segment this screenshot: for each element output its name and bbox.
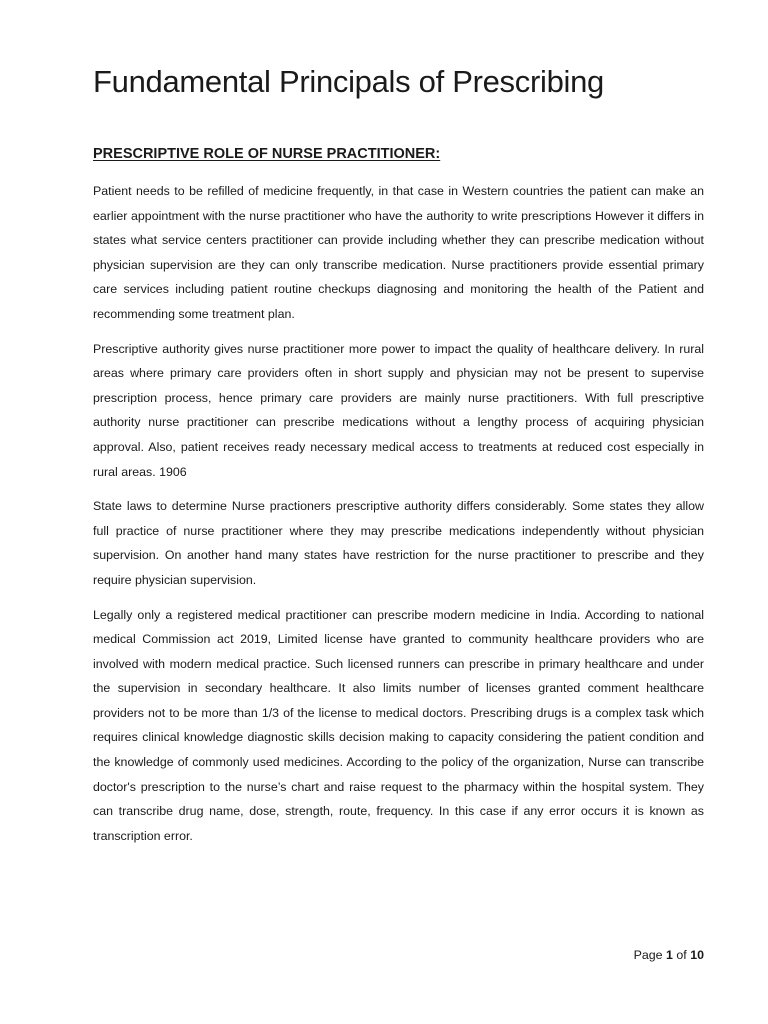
paragraph-4: Legally only a registered medical practitioner can prescribe modern medicine in India. According to national medical Commission act 2019, Limited license have granted to community healthcare providers who are involved with modern medical practice. Such licensed runners can prescribe in primary healthcare and under the supervision in secondary healthcare. It also limits number of licenses granted comment healthcare providers not to be more than 1/3 of the license to medical doctors. Prescribing drugs is a complex task which requires clinical knowledge diagnostic skills decision making to capacity considering the patient condition and the knowledge of commonly used medicines. According to the policy of the organization, Nurse can transcribe doctor's prescription to the nurse’s chart and raise request to the pharmacy within the hospital system. They can transcribe drug name, dose, strength, route, frequency. In this case if any error occurs it is known as transcription error. xyxy=(93,607,704,843)
paragraph-3: State laws to determine Nurse practioners prescriptive authority differs considerably. Some states they allow full practice of nurse practitioner where they may prescribe medications independently without physician supervision. On another hand many states have restriction for the nurse practitioner to prescribe and they require physician supervision. xyxy=(93,499,704,587)
document-title: Fundamental Principals of Prescribing xyxy=(93,64,604,99)
of-label: of xyxy=(676,948,687,962)
current-page-number: 1 xyxy=(666,948,673,962)
page-label: Page xyxy=(633,948,663,962)
document-body xyxy=(93,179,704,858)
paragraph-1: Patient needs to be refilled of medicine frequently, in that case in Western countries the patient can make an earlier appointment with the nurse practitioner who have the authority to write prescriptions However it differs in states what service centers practitioner can provide including whether they can prescribe medication without physician supervision are they can only transcribe medication. Nurse practitioners provide essential primary care services including patient routine checkups diagnosing and monitoring the health of the Patient and recommending some treatment plan. xyxy=(93,184,704,321)
total-pages-number: 10 xyxy=(690,948,704,962)
section-heading: PRESCRIPTIVE ROLE OF NURSE PRACTITIONER: xyxy=(93,146,441,162)
page-number-footer xyxy=(634,945,704,965)
paragraph-2: Prescriptive authority gives nurse practitioner more power to impact the quality of healthcare delivery. In rural areas where primary care providers often in short supply and physician may not be present to supervise prescription process, hence primary care providers are mainly nurse practitioners. With full prescriptive authority nurse practitioner can prescribe medications without a lengthy process of acquiring physician approval. Also, patient receives ready necessary medical access to treatments at reduced cost especially in rural areas. 1906 xyxy=(93,341,704,479)
